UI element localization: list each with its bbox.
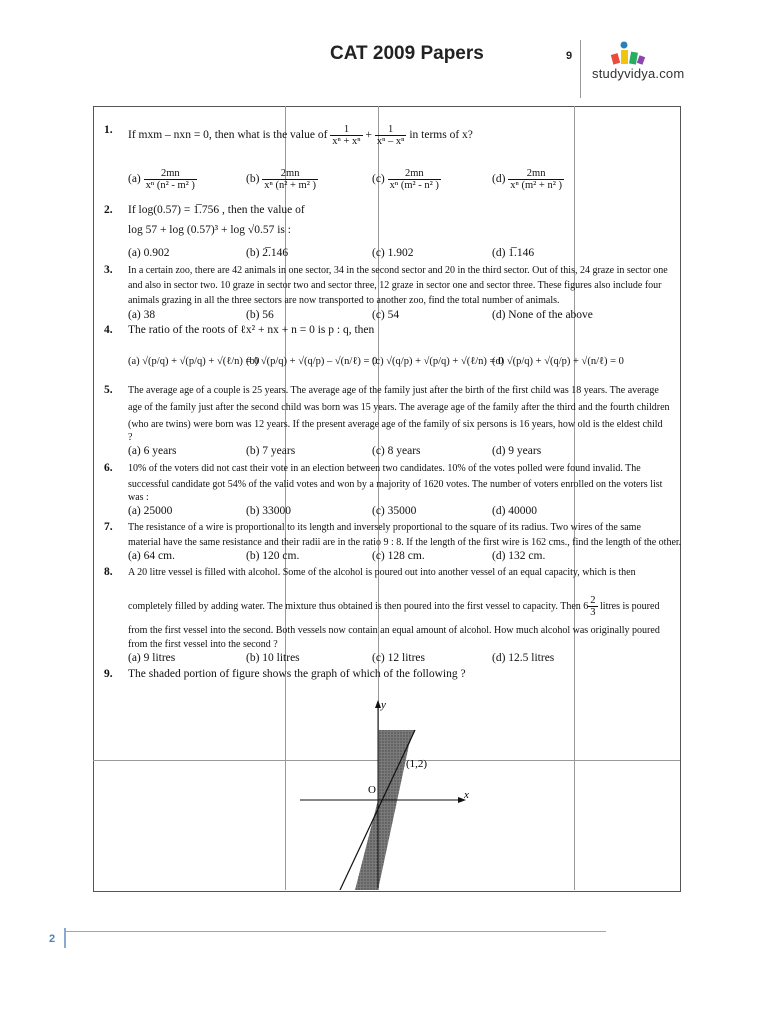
question-number: 5. xyxy=(104,384,113,396)
option-b: (b) 2̅.146 xyxy=(246,247,289,259)
point-label: (1,2) xyxy=(406,758,428,770)
option-a: (a) √(p/q) + √(p/q) + √(ℓ/n) = 0 xyxy=(128,356,260,367)
document-title: CAT 2009 Papers xyxy=(330,43,484,64)
question-text: from the first vessel into the second. Both vessels now contain an equal amount of alcohol. How much alcohol was originally poured xyxy=(128,625,660,636)
shaded-region xyxy=(378,730,415,890)
question-text: ? xyxy=(128,432,133,443)
question-text: and also in sector two. 10 graze in sector two and sector three, 12 graze in sector one and sector three. These figures also include four xyxy=(128,280,662,291)
question-number: 8. xyxy=(104,566,113,578)
question-number: 1. xyxy=(104,124,113,136)
option-d: (d) 40000 xyxy=(492,505,538,517)
logo-text: studyvidya.com xyxy=(592,66,685,81)
option-c: (c) 128 cm. xyxy=(372,550,425,562)
option-d: (d) √(p/q) + √(q/p) + √(n/ℓ) = 0 xyxy=(492,356,624,367)
option-a: (a) 9 litres xyxy=(128,652,176,664)
grid-line xyxy=(574,106,575,890)
option-d: (d) 132 cm. xyxy=(492,550,546,562)
option-b: (b) 10 litres xyxy=(246,652,300,664)
origin-label: O xyxy=(368,784,376,796)
question-text: The average age of a couple is 25 years. The average age of the family just after the birth of the first child was 18 years. The average xyxy=(128,385,659,396)
option-a: (a) 64 cm. xyxy=(128,550,175,562)
question-text: from the first vessel into the second ? xyxy=(128,639,278,650)
question-1-text: If mxm – nxn = 0, then what is the value of $\frac{1}{\text{xⁿ + xⁿ}}$ + $\frac{1}{\text{xⁿ – xⁿ}}$ in terms of x? xyxy=(128,124,473,147)
option-d: (d) 9 years xyxy=(492,445,542,457)
option-b: (b) 33000 xyxy=(246,505,292,517)
question-text: age of the family just after the second child was born was 15 years. The average age of the family after the third and the fourth children xyxy=(128,402,670,413)
option-b: (b) $\frac{2mn}{\text{xⁿ (n² + m² )}}$ xyxy=(246,168,316,191)
question-text: successful candidate got 54% of the valid votes and won by a majority of 1620 votes. The number of voters enrolled on the voters list xyxy=(128,479,663,490)
option-a: (a) 6 years xyxy=(128,445,177,457)
fraction: $\frac{2}{3}$ xyxy=(590,595,596,618)
shaded-region xyxy=(355,800,378,890)
option-c: (c) $\frac{2mn}{\text{xⁿ (m² - n² )}}$ xyxy=(372,168,439,191)
question-text: The resistance of a wire is proportional to its length and inversely proportional to the square of its radius. Two wires of the same xyxy=(128,522,641,533)
option-c: (c) 8 years xyxy=(372,445,421,457)
option-a: (a) $\frac{2mn}{\text{xⁿ (n² - m² )}}$ xyxy=(128,168,195,191)
option-b: (b) 7 years xyxy=(246,445,296,457)
option-c: (c) 54 xyxy=(372,309,400,321)
question-number: 9. xyxy=(104,668,113,680)
option-a: (a) 25000 xyxy=(128,505,173,517)
question-number: 4. xyxy=(104,324,113,336)
question-text: In a certain zoo, there are 42 animals in one sector, 34 in the second sector and 20 in the third sector. Out of this, 24 graze in sector one xyxy=(128,265,668,276)
option-a: (a) 0.902 xyxy=(128,247,170,259)
fraction-1: $\frac{1}{\text{xⁿ + xⁿ}}$ xyxy=(332,124,361,147)
x-axis-label: x xyxy=(464,789,469,801)
option-d: (d) None of the above xyxy=(492,309,593,321)
question-text: material have the same resistance and their radii are in the ratio 9 : 8. If the length of the first wire is 162 cms., find the length of the other. xyxy=(128,537,682,548)
option-d: (d) 1̅.146 xyxy=(492,247,535,259)
question-text: 10% of the voters did not cast their vote in an election between two candidates. 10% of the votes polled were found invalid. The xyxy=(128,463,641,474)
question-text: was : xyxy=(128,492,149,503)
option-c: (c) 35000 xyxy=(372,505,417,517)
shaded-region-graph xyxy=(280,690,500,890)
header-page-number: 9 xyxy=(566,50,573,62)
option-d: (d) 12.5 litres xyxy=(492,652,555,664)
question-number: 2. xyxy=(104,204,113,216)
question-text: A 20 litre vessel is filled with alcohol. Some of the alcohol is poured out into another vessel of an equal capacity, which is then xyxy=(128,567,636,578)
option-b: (b) 56 xyxy=(246,309,274,321)
option-c: (c) 12 litres xyxy=(372,652,426,664)
option-c: (c) 1.902 xyxy=(372,247,414,259)
fraction-2: $\frac{1}{\text{xⁿ – xⁿ}}$ xyxy=(376,124,405,147)
footer-page-number: 2 xyxy=(49,933,56,945)
studyvidya-logo-icon xyxy=(588,40,688,90)
question-text: animals grazing in all the three sectors are now transported to another zoo, find the total number of animals. xyxy=(128,295,560,306)
header-divider xyxy=(580,40,581,98)
option-b: (b) 120 cm. xyxy=(246,550,300,562)
question-text: log 57 + log (0.57)³ + log √0.57 is : xyxy=(128,224,291,236)
option-a: (a) 38 xyxy=(128,309,156,321)
question-text: The shaded portion of figure shows the graph of which of the following ? xyxy=(128,668,466,680)
question-text: (who are twins) were born was 12 years. If the present average age of the family of six persons is 16 years, how old is the eldest child xyxy=(128,419,663,430)
option-c: (c) √(q/p) + √(p/q) + √(ℓ/n) = 0 xyxy=(372,356,504,367)
question-text: The ratio of the roots of ℓx² + nx + n = 0 is p : q, then xyxy=(128,324,375,336)
y-axis-label: y xyxy=(381,699,386,711)
question-text: If log(0.57) = 1̅.756 , then the value of xyxy=(128,204,305,216)
option-d: (d) $\frac{2mn}{\text{xⁿ (m² + n² )}}$ xyxy=(492,168,562,191)
option-b: (b) √(p/q) + √(q/p) – √(n/ℓ) = 0 xyxy=(246,356,378,367)
question-number: 7. xyxy=(104,521,113,533)
question-number: 3. xyxy=(104,264,113,276)
question-text: completely filled by adding water. The mixture thus obtained is then poured into the first vessel to capacity. Then 6 $\frac{2}{3}$ litres is poured xyxy=(128,595,660,618)
question-number: 6. xyxy=(104,462,113,474)
footer-rule xyxy=(66,931,606,932)
